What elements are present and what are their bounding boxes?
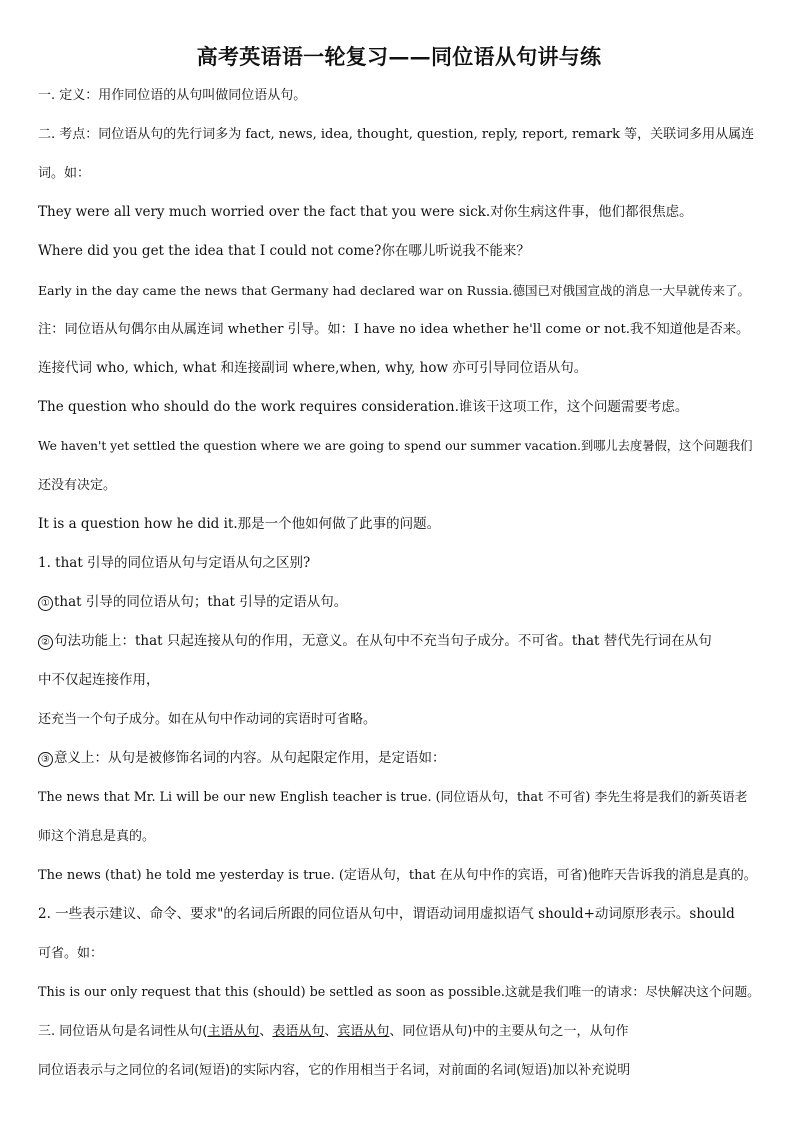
section-3-line-1: 三. 同位语从句是名词性从句(主语从句、表语从句、宾语从句、同位语从句)中的主要从句之一，从句作 [38, 1024, 629, 1039]
point-2-line-1: 2. 一些表示建议、命令、要求"的名词后所跟的同位语从句中，谓语动词用虚拟语气 should+动词原形表示。should [38, 906, 735, 922]
exam-point-line-1: 二. 考点：同位语从句的先行词多为 fact, news, idea, thought, question, reply, report, remark 等，关联词多用从属连 [38, 127, 755, 142]
example-sentence-5-line-2: 还没有决定。 [38, 478, 117, 493]
note-whether-line: 注：同位语从句偶尔由从属连词 whether 引导。如：I have no idea whether he'll come or not.我不知道他是否来。 [38, 322, 750, 337]
circled-number-marker: ② [38, 635, 53, 650]
connective-words-line: 连接代词 who, which, what 和连接副词 where,when, why, how 亦可引导同位语从句。 [38, 360, 588, 376]
point-2-line-2: 可省。如： [38, 946, 104, 961]
document-title: 高考英语语一轮复习——同位语从句讲与练 [196, 44, 602, 69]
example-sentence-1: They were all very much worried over the fact that you were sick.对你生病这件事，他们都很焦虑。 [38, 204, 693, 220]
example-sentence-4: The question who should do the work requires consideration.谁该干这项工作，这个问题需要考虑。 [38, 399, 689, 415]
example-sentence-2: Where did you get the idea that I could not come?你在哪儿听说我不能来？ [38, 243, 530, 259]
predicative-clause-link-text: 表语从句 [272, 1024, 325, 1039]
point-1-item-2-line-1: ② 句法功能上：that 只起连接从句的作用，无意义。在从句中不充当句子成分。不可省。that 替代先行词在从句 [38, 622, 760, 661]
document-page [38, 38, 760, 1090]
example-sentence-3: Early in the day came the news that Germany had declared war on Russia.德国已对俄国宣战的消息一大早就传来了。 [38, 283, 751, 298]
example-sentence-5-line-1: We haven't yet settled the question where we are going to spend our summer vacation.到哪儿去度暑假，这个问题我们 [38, 439, 753, 453]
example-sentence-6: It is a question how he did it.那是一个他如何做了此事的问题。 [38, 516, 441, 532]
exam-point-line-2: 词。如： [38, 166, 91, 181]
example-sentence-9: This is our only request that this (should) be settled as soon as possible.这就是我们唯一的请求：尽快解决这个问题。 [38, 985, 760, 1000]
point-1-item-2-line-3: 还充当一个句子成分。如在从句中作动词的宾语时可省略。 [38, 712, 377, 727]
subject-clause-link-text: 主语从句 [207, 1024, 260, 1039]
example-sentence-7-line-2: 师这个消息是真的。 [38, 829, 156, 844]
circled-number-marker: ① [38, 596, 53, 611]
point-1-item-2-line-2: 中不仅起连接作用， [38, 672, 160, 688]
definition-line: 一. 定义：用作同位语的从句叫做同位语从句。 [38, 88, 307, 103]
point-1-item-1: ① that 引导的同位语从句；that 引导的定语从句。 [38, 583, 760, 622]
circled-number-marker: ③ [38, 752, 53, 767]
section-3-line-2: 同位语表示与之同位的名词(短语)的实际内容，它的作用相当于名词，对前面的名词(短语)加以补充说明 [38, 1063, 631, 1078]
example-sentence-8: The news (that) he told me yesterday is true. (定语从句，that 在从句中作的宾语，可省)他昨天告诉我的消息是真的。 [38, 868, 757, 883]
point-1-item-3: ③ 意义上：从句是被修饰名词的内容。从句起限定作用，是定语如： [38, 739, 760, 778]
object-clause-link-text: 宾语从句 [337, 1024, 390, 1039]
example-sentence-7-line-1: The news that Mr. Li will be our new English teacher is true. (同位语从句，that 不可省) 李先生将是我们的新英语老 [38, 790, 748, 805]
point-1-heading: 1. that 引导的同位语从句与定语从句之区别? [38, 555, 311, 571]
